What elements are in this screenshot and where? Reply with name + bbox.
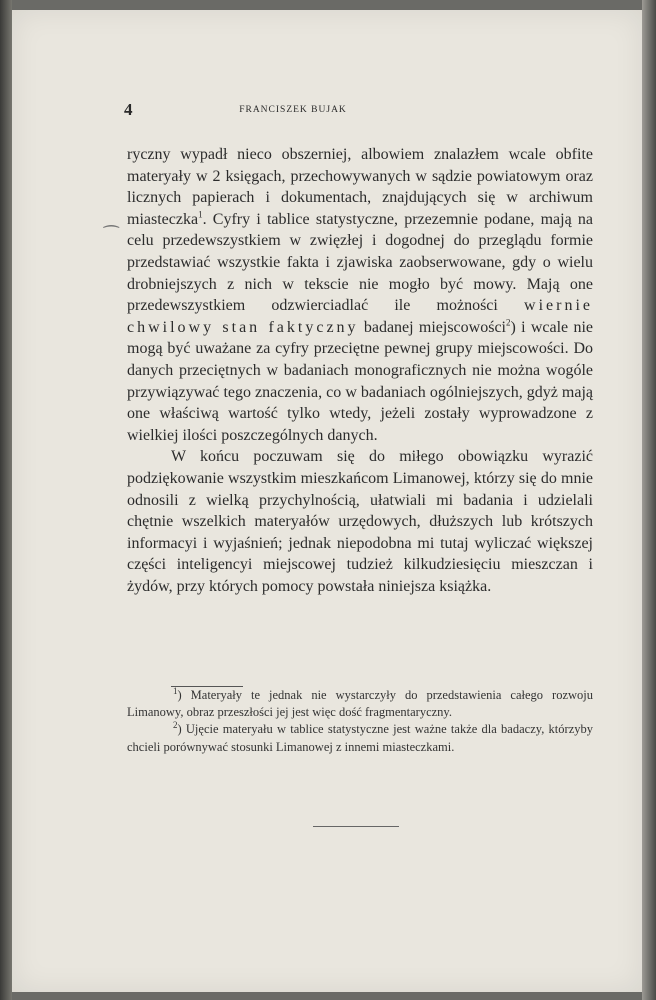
footnote-ref-1: 1 bbox=[198, 209, 203, 220]
paragraph-1 bbox=[127, 144, 593, 446]
footnote-1-text: ) Materyały te jednak nie wystarczyły do przedstawienia całego rozwoju Limanowy, obraz przeszłości jej jest więc dość fragmentaryczny. bbox=[127, 688, 593, 720]
paragraph-2: W końcu poczuwam się do miłego obowiązku wyrazić podziękowanie wszystkim mieszkańcom Limanowej, którzy się do mnie odnosili z wielką przychylnością, ułatwiali mi badania i udzielali chętnie wszelkich materyałów urzędowych, dłuższych lub krótszych informacyi i wyjaśnień; jednak niepodobna mi tutaj wyliczać większej części inteligencyi miejscowej tudzież kilkudziesięciu mieszczan i żydów, przy których pomocy powstała niniejsza książka. bbox=[127, 448, 593, 595]
paragraph-1-part-a: ryczny wypadł nieco obszerniej, albowiem znalazłem wcale obfite materyały w 2 księgach, przechowywanych w sądzie powiatowym oraz licznych papierach i dokumentach, znajdujących się w archiwum miasteczka bbox=[127, 146, 593, 228]
page-number: 4 bbox=[124, 100, 133, 119]
footnote-2 bbox=[127, 721, 593, 755]
footnote-2-text: ) Ujęcie materyału w tablice statystyczne jest ważne także dla badaczy, którzyby chcieli porównywać stosunki Limanowej z innemi miasteczkami. bbox=[127, 722, 593, 754]
spaced-emphasis: wiernie chwilowy stan faktyczny bbox=[127, 297, 593, 336]
page-header bbox=[124, 100, 422, 124]
paragraph-1-part-c: badanej miejscowości bbox=[363, 318, 506, 336]
footnote-2-mark: 2 bbox=[173, 720, 178, 731]
body-text bbox=[127, 144, 593, 597]
scan-edge-right bbox=[642, 0, 656, 1000]
scan-edge-left bbox=[0, 0, 12, 1000]
footnote-1-mark: 1 bbox=[173, 685, 178, 696]
end-rule bbox=[313, 826, 399, 827]
paragraph-1-part-d: ) i wcale nie mogą być uważane za cyfry przeciętne pewnej grupy miejscowości. Do danych przeciętnych w badaniach monograficznych nie można wogóle przywiązywać tego znaczenia, co w badaniach ogólniejszych, gdyż mają one właściwą wartość tylko wtedy, jeżeli zostały wyprowadzone z wielkiej ilości poszczególnych danych. bbox=[127, 318, 593, 444]
running-head: FRANCISZEK BUJAK bbox=[239, 105, 347, 115]
footnote-ref-2: 2 bbox=[505, 317, 511, 328]
margin-pencil-mark: ⁀ bbox=[104, 226, 119, 246]
paragraph-1-part-b: . Cyfry i tablice statystyczne, przezemnie podane, mają na celu przedewszystkiem w zwięzłej i dogodnej do przeglądu formie przedstawiać wszystkie fakta i zjawiska zaobserwowane, gdy o wielu drobniejszych z nich w tekscie nie mogło być mowy. Mają one przedewszystkiem odzwierciadlać ile możności bbox=[127, 210, 593, 315]
footnote-1 bbox=[127, 687, 593, 721]
footnotes bbox=[127, 687, 593, 756]
